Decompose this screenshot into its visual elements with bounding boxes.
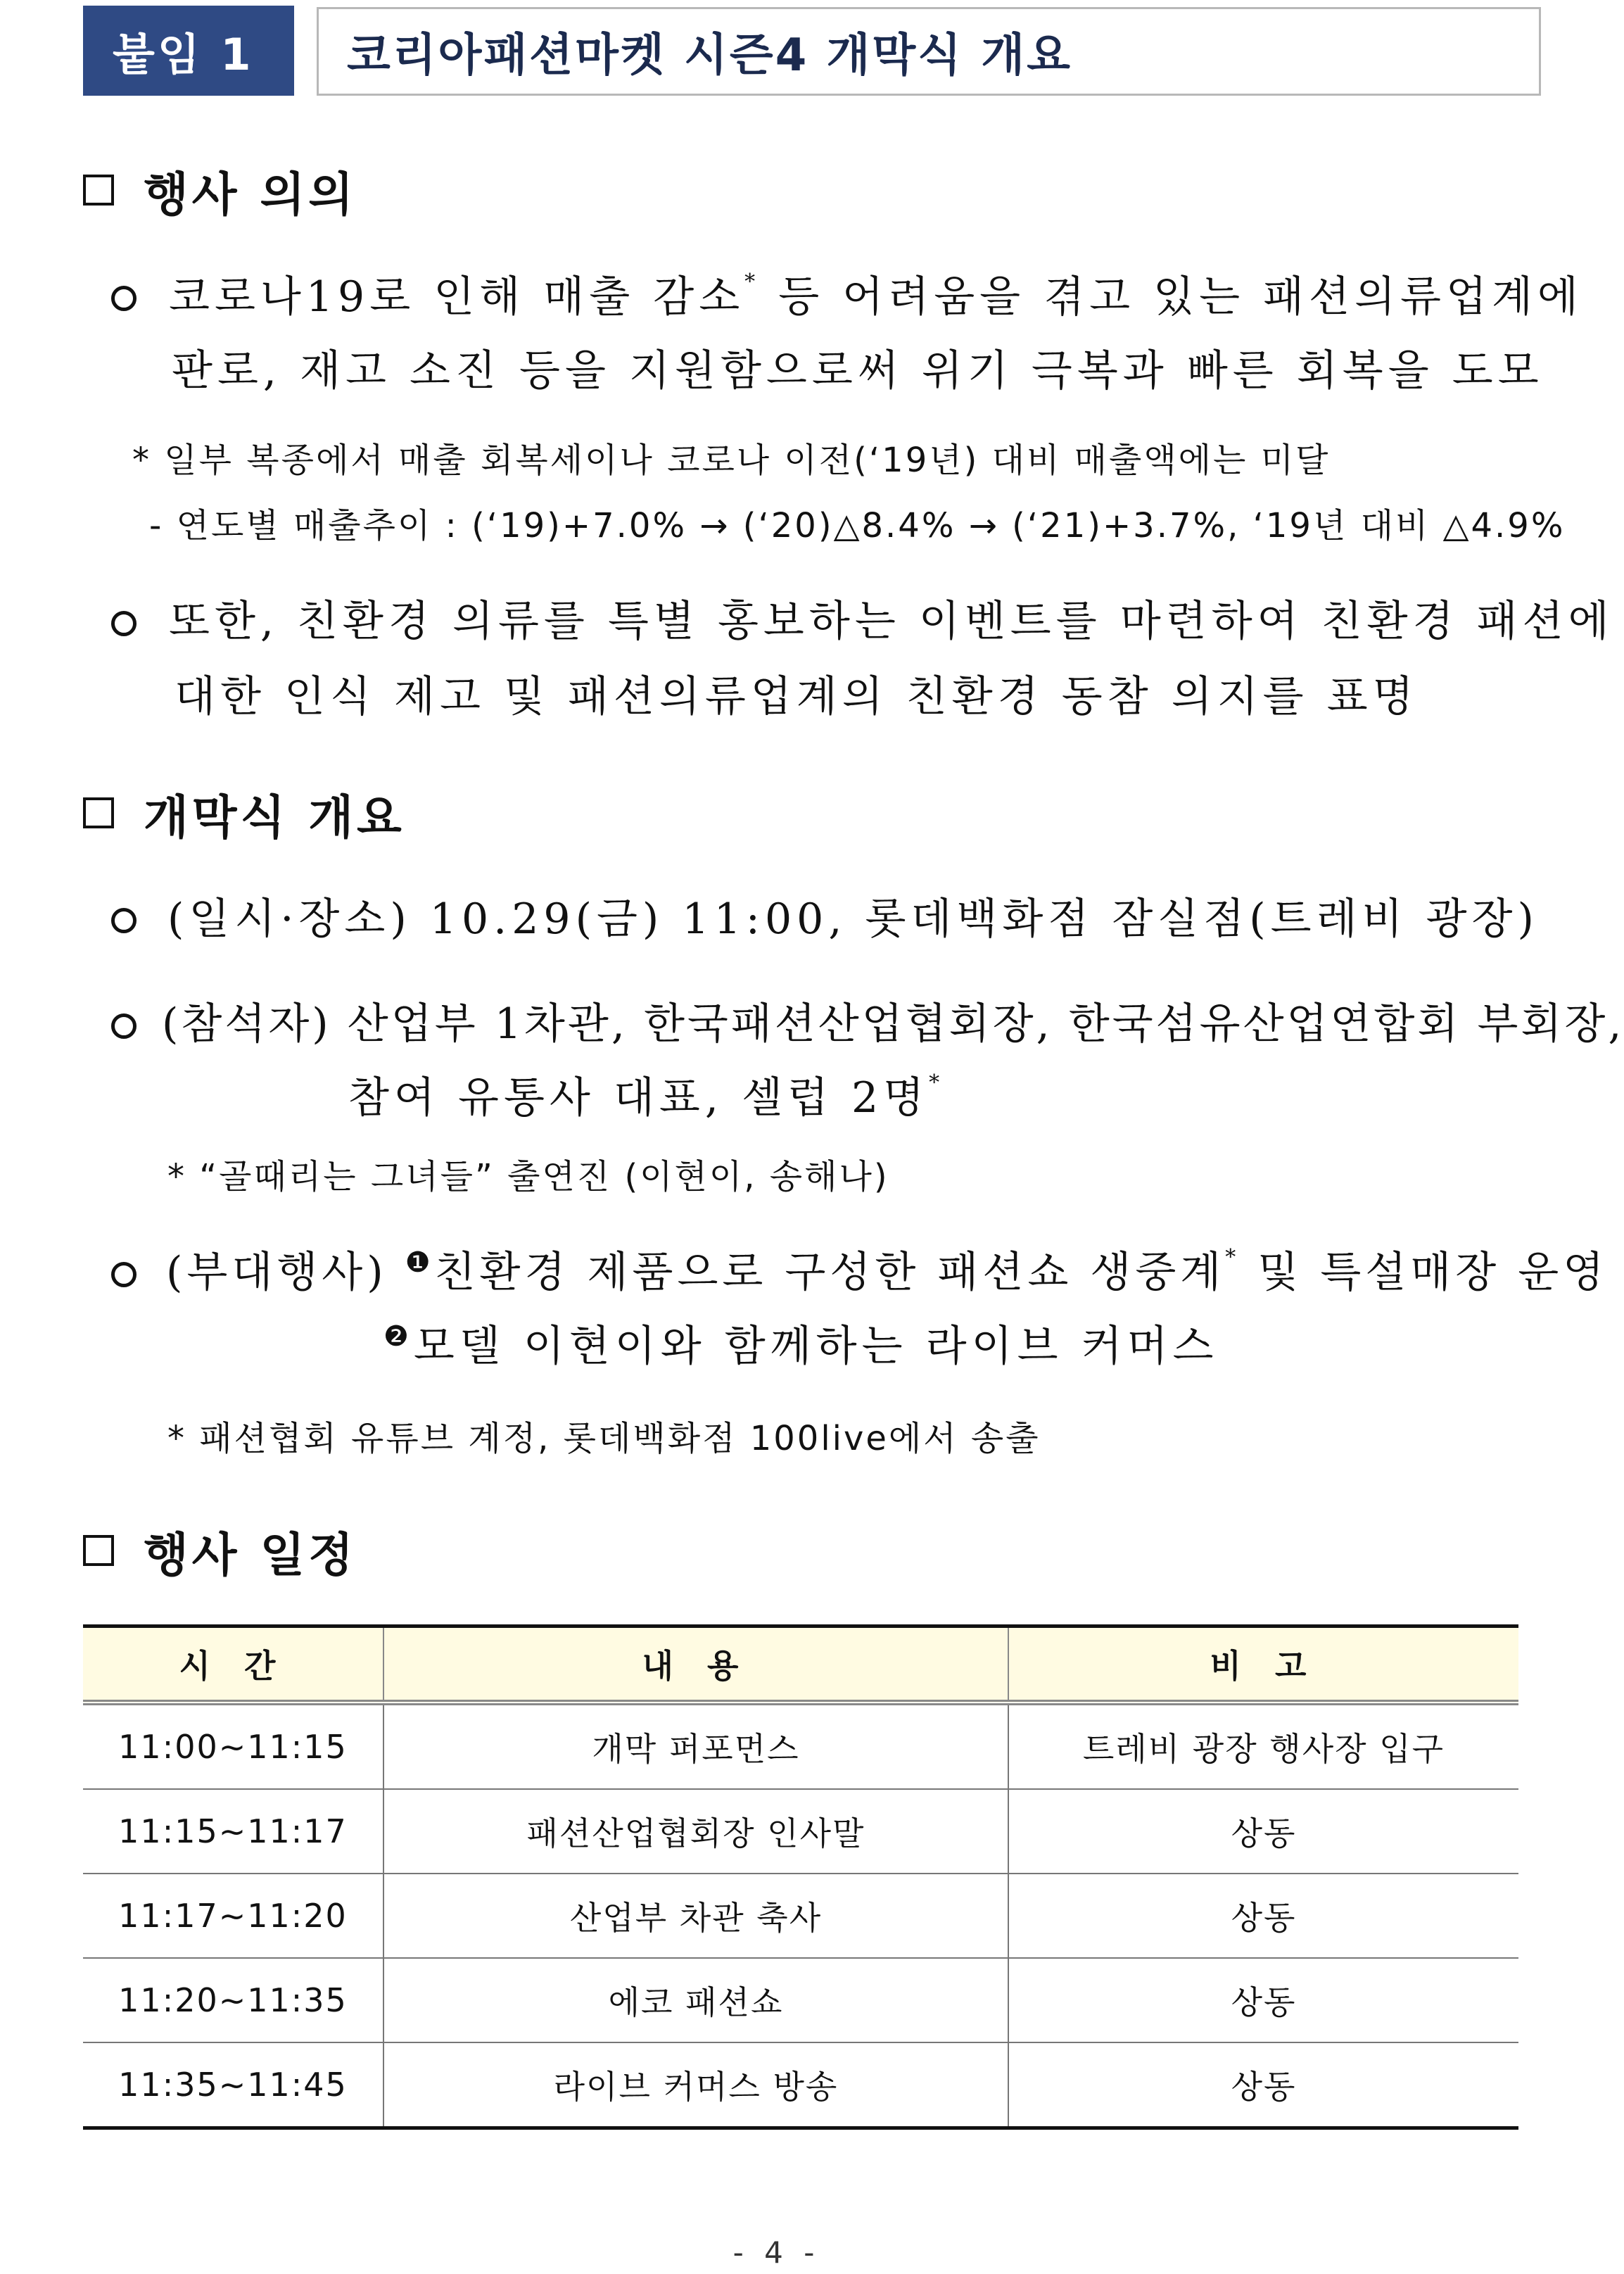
remarks-cell: 상동 <box>1008 2042 1518 2128</box>
column-header-content: 내 용 <box>383 1626 1008 1703</box>
section-heading-schedule <box>83 1519 357 1582</box>
section-heading-text: 행사 의의 <box>144 167 357 222</box>
section-heading-text: 개막식 개요 <box>144 790 405 845</box>
significance-bullet1-line2: 판로, 재고 소진 등을 지원함으로써 위기 극복과 빠른 회복을 도모 <box>172 346 1544 396</box>
table-row <box>83 1874 1518 1958</box>
content-cell: 개막 퍼포먼스 <box>383 1703 1008 1789</box>
section-heading-text: 행사 일정 <box>144 1527 357 1582</box>
table-row <box>83 1703 1518 1789</box>
time-cell: 11:35~11:45 <box>83 2042 383 2128</box>
remarks-cell: 상동 <box>1008 1958 1518 2042</box>
ceremony-attendees-line1: (참석자) 산업부 1차관, 한국패션산업협회장, 한국섬유산업연합회 부회장, <box>162 999 1624 1049</box>
section-heading-significance <box>83 158 357 222</box>
remarks-cell: 트레비 광장 행사장 입구 <box>1008 1703 1518 1789</box>
schedule-table <box>83 1624 1518 2130</box>
remarks-cell: 상동 <box>1008 1789 1518 1874</box>
remarks-cell: 상동 <box>1008 1874 1518 1958</box>
table-row <box>83 2042 1518 2128</box>
time-cell: 11:17~11:20 <box>83 1874 383 1958</box>
bullet-circle-icon <box>111 286 137 311</box>
significance-note1: * 일부 복종에서 매출 회복세이나 코로나 이전(‘19년) 대비 매출액에는 미달 <box>132 441 1331 480</box>
significance-bullet2-line1: 또한, 친환경 의류를 특별 홍보하는 이벤트를 마련하여 친환경 패션에 <box>169 597 1614 646</box>
checkbox-square-icon <box>83 1535 114 1566</box>
content-cell: 패션산업협회장 인사말 <box>383 1789 1008 1874</box>
document-title-box <box>317 7 1541 96</box>
time-cell: 11:20~11:35 <box>83 1958 383 2042</box>
content-cell: 라이브 커머스 방송 <box>383 2042 1008 2128</box>
bullet-circle-icon <box>111 908 137 933</box>
side-event-note: * 패션협회 유튜브 계정, 롯데백화점 100live에서 송출 <box>167 1419 1041 1458</box>
significance-note2: - 연도별 매출추이 : (‘19)+7.0% → (‘20)△8.4% → (‘21)+3.7%, ‘19년 대비 △4.9% <box>149 506 1566 545</box>
section-heading-ceremony-overview <box>83 781 405 845</box>
bullet-circle-icon <box>111 1262 137 1287</box>
document-title: 코리아패션마켓 시즌4 개막식 개요 <box>347 30 1072 82</box>
side-event-line2: $^❷$모델 이현이와 함께하는 라이브 커머스 <box>383 1320 1219 1371</box>
table-row <box>83 1958 1518 2042</box>
time-cell: 11:00~11:15 <box>83 1703 383 1789</box>
ceremony-attendees-note: * “골때리는 그녀들” 출연진 (이현이, 송해나) <box>167 1157 889 1196</box>
bullet-circle-icon <box>111 1013 137 1039</box>
attachment-tag <box>83 6 294 96</box>
side-event-line1: (부대행사) $^❶$친환경 제품으로 구성한 패션쇼 생중계* 및 특설매장 운영 <box>166 1245 1609 1297</box>
checkbox-square-icon <box>83 797 114 828</box>
time-cell: 11:15~11:17 <box>83 1789 383 1874</box>
checkbox-square-icon <box>83 175 114 206</box>
significance-bullet2-line2: 대한 인식 제고 및 패션의류업계의 친환경 동참 의지를 표명 <box>175 672 1419 721</box>
ceremony-attendees-line2: 참여 유통사 대표, 셀럽 2명* <box>348 1070 945 1123</box>
content-cell: 에코 패션쇼 <box>383 1958 1008 2042</box>
attachment-tag-label: 붙임 1 <box>113 28 254 80</box>
schedule-header-row <box>83 1626 1518 1703</box>
bullet-circle-icon <box>111 611 137 636</box>
significance-bullet1-line1: 코로나19로 인해 매출 감소* 등 어려움을 겪고 있는 패션의류업계에 <box>169 270 1583 322</box>
ceremony-datetime-venue: (일시·장소) 10.29(금) 11:00, 롯데백화점 잠실점(트레비 광장) <box>167 895 1539 944</box>
column-header-time: 시 간 <box>83 1626 383 1703</box>
table-row <box>83 1789 1518 1874</box>
column-header-remarks: 비 고 <box>1008 1626 1518 1703</box>
content-cell: 산업부 차관 축사 <box>383 1874 1008 1958</box>
page-number: - 4 - <box>732 2235 820 2270</box>
